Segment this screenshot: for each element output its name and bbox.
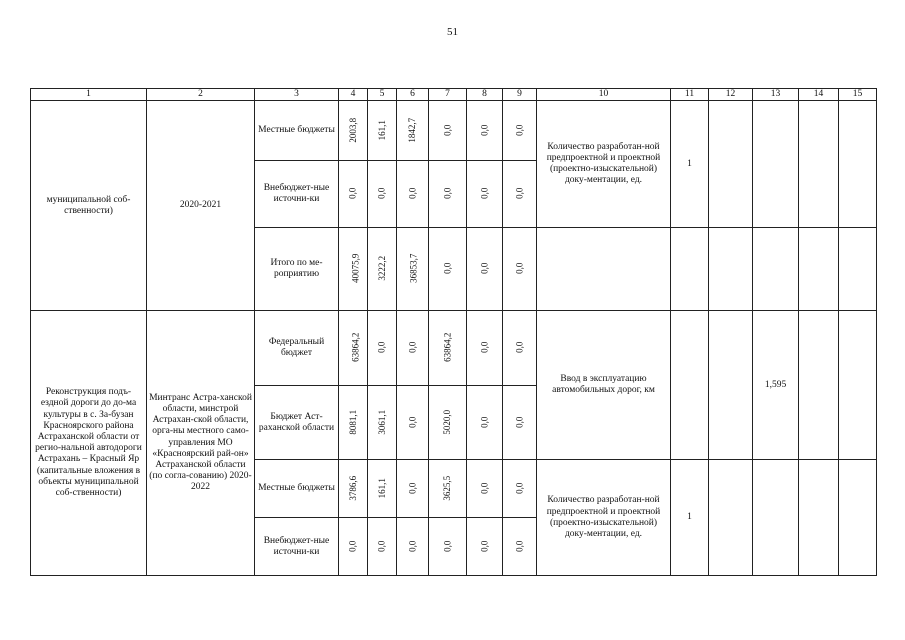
value-cell: 3786,6 (339, 460, 368, 518)
empty-cell (839, 101, 877, 228)
value-cell: 161,1 (368, 460, 397, 518)
col-header: 10 (537, 89, 671, 101)
empty-cell (671, 228, 709, 311)
value-cell: 0,0 (503, 101, 537, 161)
col-header: 3 (255, 89, 339, 101)
value-cell: 3222,2 (368, 228, 397, 311)
value-cell: 0,0 (368, 518, 397, 576)
col-header: 4 (339, 89, 368, 101)
value-cell: 0,0 (503, 311, 537, 386)
value-cell: 40075,9 (339, 228, 368, 311)
value-cell: 36853,7 (397, 228, 429, 311)
value-cell: 0,0 (467, 460, 503, 518)
empty-cell (799, 101, 839, 228)
empty-cell (799, 228, 839, 311)
value-cell: 0,0 (503, 228, 537, 311)
empty-cell (671, 311, 709, 460)
col-header: 7 (429, 89, 467, 101)
value-cell: 0,0 (503, 386, 537, 460)
funding-source-cell: Итого по ме-роприятию (255, 228, 339, 311)
empty-cell (709, 460, 753, 576)
column-number-row (31, 89, 877, 101)
value-cell: 0,0 (397, 518, 429, 576)
value-cell: 2003,8 (339, 101, 368, 161)
value-cell: 63864,2 (429, 311, 467, 386)
value-cell: 0,0 (467, 518, 503, 576)
value-cell: 1842,7 (397, 101, 429, 161)
value-cell: 0,0 (397, 311, 429, 386)
col-header: 14 (799, 89, 839, 101)
value-cell: 3061,1 (368, 386, 397, 460)
col-header: 2 (147, 89, 255, 101)
indicator-cell: Ввод в эксплуатацию автомобильных дорог, км (537, 311, 671, 460)
executor-cell: 2020-2021 (147, 101, 255, 311)
col-header: 6 (397, 89, 429, 101)
col-header: 12 (709, 89, 753, 101)
empty-cell (839, 460, 877, 576)
value-cell: 161,1 (368, 101, 397, 161)
col-header: 15 (839, 89, 877, 101)
value-cell: 63864,2 (339, 311, 368, 386)
event-name-cell: муниципальной соб-ственности) (31, 101, 147, 311)
value-cell: 0,0 (397, 460, 429, 518)
empty-cell (839, 311, 877, 460)
value-cell: 0,0 (429, 101, 467, 161)
value-cell: 0,0 (368, 161, 397, 228)
value-cell: 0,0 (467, 386, 503, 460)
funding-source-cell: Внебюджет-ные источни-ки (255, 518, 339, 576)
value-cell: 0,0 (429, 518, 467, 576)
indicator-value-cell: 1 (671, 460, 709, 576)
indicator-cell: Количество разработан-ной предпроектной и проектной (проектно-изыскательной) доку-ментации, ед. (537, 460, 671, 576)
value-cell: 0,0 (503, 518, 537, 576)
col-header: 9 (503, 89, 537, 101)
empty-cell (799, 311, 839, 460)
value-cell: 0,0 (467, 101, 503, 161)
empty-cell (753, 101, 799, 228)
value-cell: 8081,1 (339, 386, 368, 460)
indicator-value-cell: 1 (671, 101, 709, 228)
empty-cell (709, 101, 753, 228)
empty-cell (753, 228, 799, 311)
value-cell: 0,0 (429, 228, 467, 311)
value-cell: 0,0 (397, 386, 429, 460)
event-name-cell: Реконструкция подъ-ездной дороги до до-ма культуры в с. За-бузан Красноярского района Астраханской области от регио-нальной автодороги Астрахань – Красный Яр (капитальные вложения в объекты муниципальной соб-ственности) (31, 311, 147, 576)
value-cell: 0,0 (503, 460, 537, 518)
table-row (31, 101, 877, 161)
col-header: 8 (467, 89, 503, 101)
funding-source-cell: Местные бюджеты (255, 460, 339, 518)
value-cell: 0,0 (467, 228, 503, 311)
executor-cell: Минтранс Астра-ханской области, минстрой Астрахан-ской области, орга-ны местного само-управления МО «Красноярский рай-он» Астраханской области (по согла-сованию) 2020-2022 (147, 311, 255, 576)
empty-cell (799, 460, 839, 576)
col-header: 5 (368, 89, 397, 101)
indicator-value-cell: 1,595 (753, 311, 799, 460)
value-cell: 0,0 (397, 161, 429, 228)
table-row (31, 311, 877, 386)
program-table (30, 88, 877, 576)
value-cell: 3625,5 (429, 460, 467, 518)
col-header: 11 (671, 89, 709, 101)
empty-cell (537, 228, 671, 311)
value-cell: 0,0 (339, 518, 368, 576)
empty-cell (753, 460, 799, 576)
funding-source-cell: Бюджет Аст-раханской области (255, 386, 339, 460)
indicator-cell: Количество разработан-ной предпроектной и проектной (проектно-изыскательной) доку-ментации, ед. (537, 101, 671, 228)
value-cell: 0,0 (467, 311, 503, 386)
empty-cell (709, 311, 753, 460)
col-header: 13 (753, 89, 799, 101)
value-cell: 5020,0 (429, 386, 467, 460)
value-cell: 0,0 (503, 161, 537, 228)
empty-cell (709, 228, 753, 311)
funding-source-cell: Внебюджет-ные источни-ки (255, 161, 339, 228)
value-cell: 0,0 (339, 161, 368, 228)
page-number: 51 (447, 26, 458, 38)
value-cell: 0,0 (368, 311, 397, 386)
funding-source-cell: Местные бюджеты (255, 101, 339, 161)
empty-cell (839, 228, 877, 311)
funding-source-cell: Федеральный бюджет (255, 311, 339, 386)
value-cell: 0,0 (429, 161, 467, 228)
col-header: 1 (31, 89, 147, 101)
value-cell: 0,0 (467, 161, 503, 228)
